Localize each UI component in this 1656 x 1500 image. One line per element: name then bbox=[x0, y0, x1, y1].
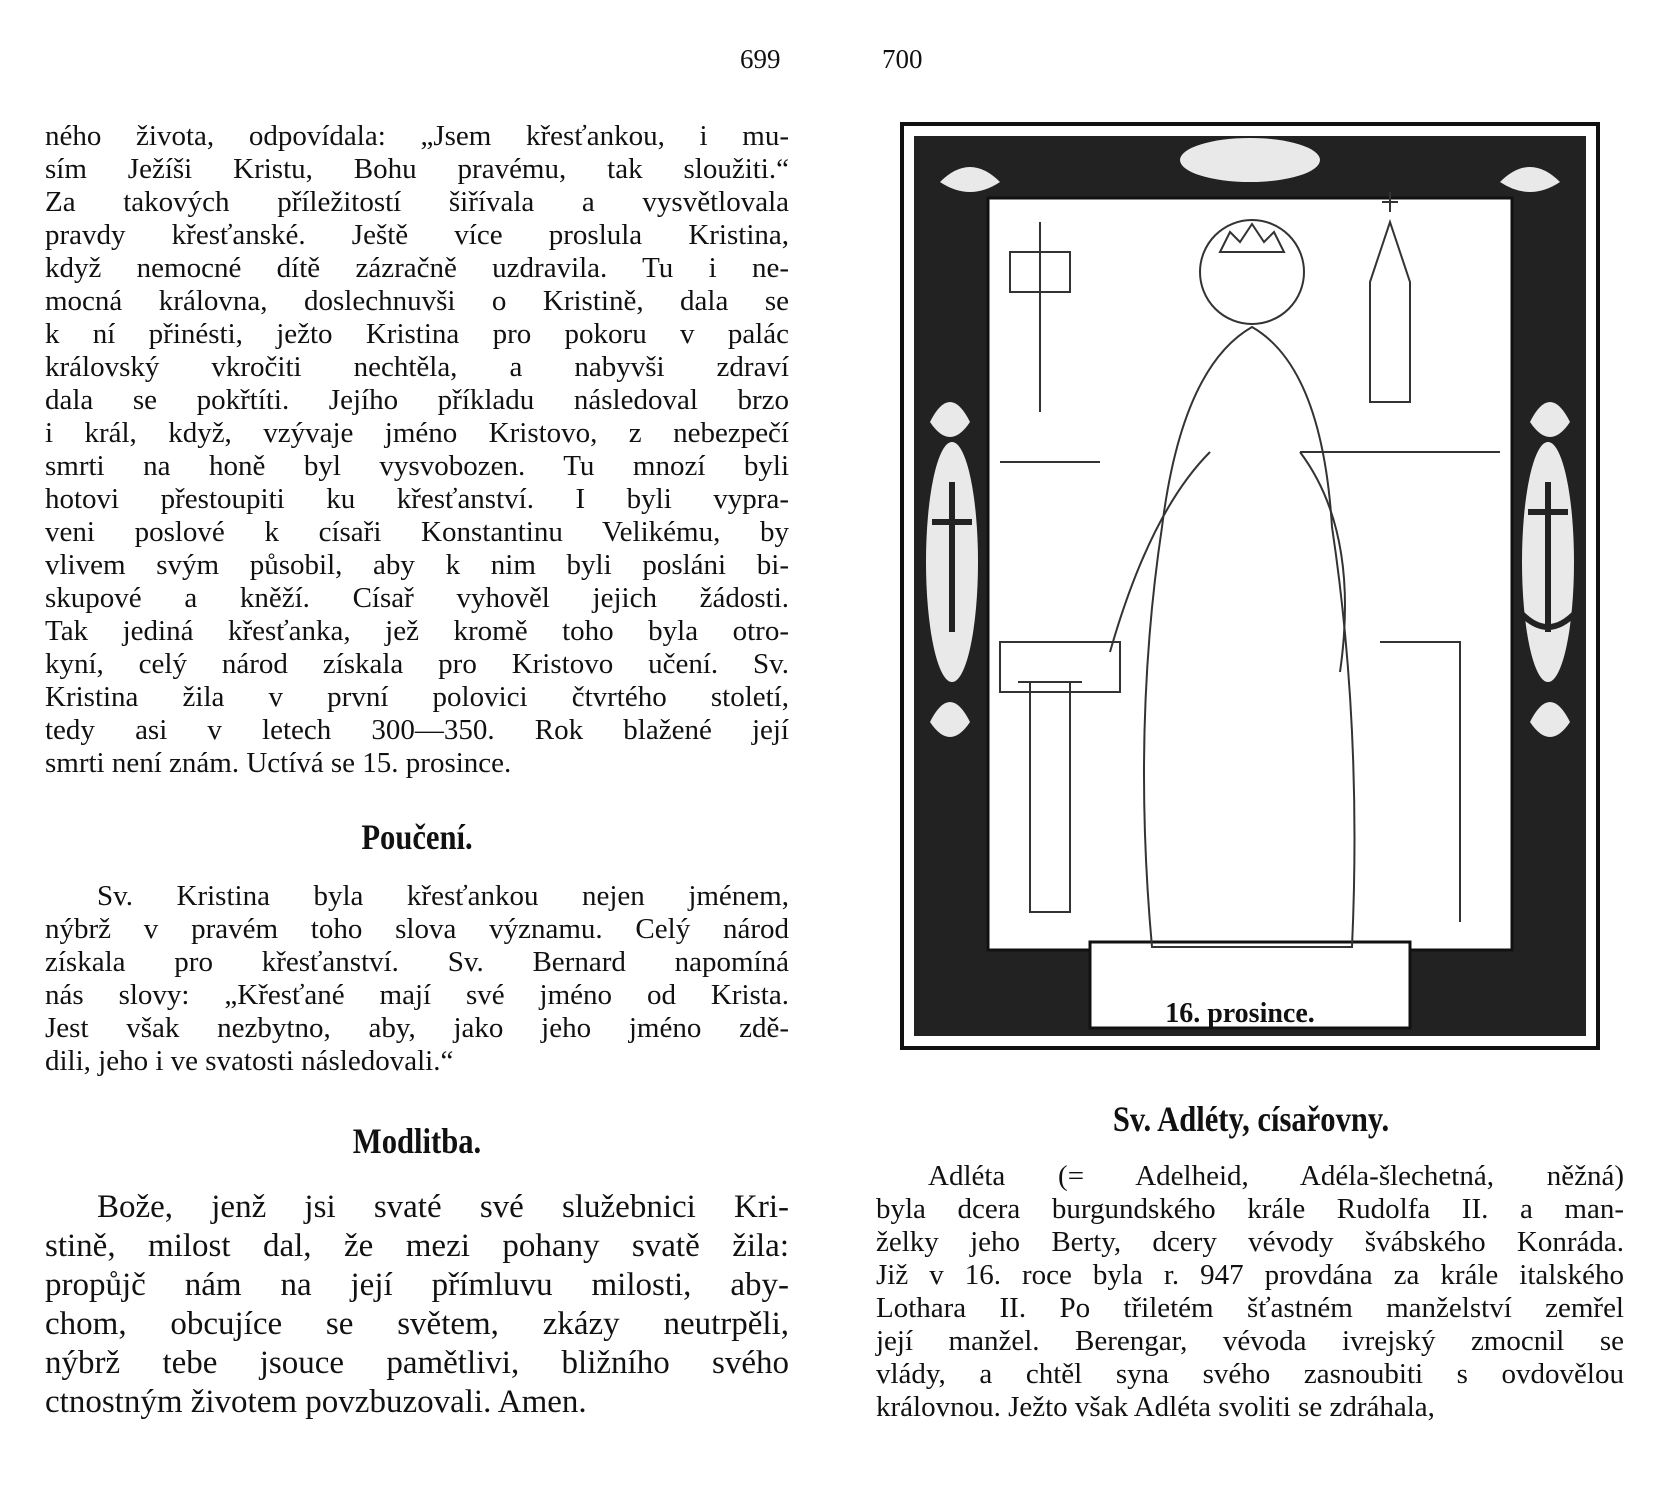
text-line: královnou. Ježto však Adléta svoliti se zdráhala, bbox=[876, 1391, 1435, 1423]
text-line: ctnostným životem povzbuzovali. Amen. bbox=[45, 1384, 587, 1420]
text-line: sím Ježíši Kristu, Bohu pravému, tak sloužiti.“ bbox=[45, 153, 789, 185]
text-line: Kristina žila v první polovici čtvrtého století, bbox=[45, 681, 789, 713]
text-line: smrti na honě byl vysvobozen. Tu mnozí byli bbox=[45, 450, 789, 482]
text-line: Za takových příležitostí šiřívala a vysvětlovala bbox=[45, 186, 789, 218]
text-line: skupové a kněží. Císař vyhověl jejich žádosti. bbox=[45, 582, 789, 614]
text-line: mocná královna, doslechnuvši o Kristině, dala se bbox=[45, 285, 789, 317]
text-line: i král, když, vzývaje jméno Kristovo, z nebezpečí bbox=[45, 417, 789, 449]
text-line: Lothara II. Po třiletém šťastném manželství zemřel bbox=[876, 1292, 1624, 1324]
text-line: Již v 16. roce byla r. 947 provdána za krále italského bbox=[876, 1259, 1624, 1291]
text-line: nýbrž v pravém toho slova významu. Celý národ bbox=[45, 913, 789, 945]
text-line: nás slovy: „Křesťané mají své jméno od Krista. bbox=[45, 979, 789, 1011]
text-line: dala se pokřtíti. Jejího příkladu následoval brzo bbox=[45, 384, 789, 416]
text-line: pravdy křesťanské. Ještě více proslula Kristina, bbox=[45, 219, 789, 251]
text-line: když nemocné dítě zázračně uzdravila. Tu i ne- bbox=[45, 252, 789, 284]
text-line: Bože, jenž jsi svaté své služebnici Kri- bbox=[97, 1189, 789, 1225]
text-line: veni poslové k císaři Konstantinu Velikému, by bbox=[45, 516, 789, 548]
prayer-heading: Modlitba. bbox=[352, 1121, 482, 1161]
article-body bbox=[876, 1160, 1624, 1424]
article-title: Sv. Adléty, císařovny. bbox=[1112, 1099, 1390, 1139]
text-line: královský vkročiti nechtěla, a nabyvši zdraví bbox=[45, 351, 789, 383]
text-line: tedy asi v letech 300—350. Rok blažené její bbox=[45, 714, 789, 746]
illustration-caption: 16. prosince. bbox=[1165, 998, 1315, 1029]
text-line: propůjč nám na její přímluvu milosti, aby- bbox=[45, 1267, 789, 1303]
text-line: byla dcera burgundského krále Rudolfa II. a man- bbox=[876, 1193, 1624, 1225]
text-line: její manžel. Berengar, vévoda ivrejský zmocnil se bbox=[876, 1325, 1624, 1357]
text-line: k ní přinésti, ježto Kristina pro pokoru v palác bbox=[45, 318, 789, 350]
text-line: kyní, celý národ získala pro Kristovo učení. Sv. bbox=[45, 648, 789, 680]
text-line: nýbrž tebe jsouce pamětlivi, bližního svého bbox=[45, 1345, 789, 1381]
text-line: vlády, a chtěl syna svého zasnoubiti s ovdovělou bbox=[876, 1358, 1624, 1390]
text-line: Tak jediná křesťanka, jež kromě toho byla otro- bbox=[45, 615, 789, 647]
text-line: stině, milost dal, že mezi pohany svatě žila: bbox=[45, 1228, 789, 1264]
page-number-left: 699 bbox=[740, 44, 781, 74]
text-line: Sv. Kristina byla křesťankou nejen jménem, bbox=[97, 880, 789, 912]
text-line: želky jeho Berty, dcery vévody švábského Konráda. bbox=[876, 1226, 1624, 1258]
text-line: smrti není znám. Uctívá se 15. prosince. bbox=[45, 747, 512, 779]
page-number-right: 700 bbox=[882, 44, 923, 74]
saint-illustration bbox=[900, 122, 1600, 1050]
text-line: dili, jeho i ve svatosti následovali.“ bbox=[45, 1045, 454, 1077]
lesson-heading: Poučení. bbox=[361, 817, 473, 857]
text-line: ného života, odpovídala: „Jsem křesťankou, i mu- bbox=[45, 120, 789, 152]
text-line: Adléta (= Adelheid, Adéla-šlechetná, něžná) bbox=[928, 1160, 1624, 1192]
text-line: vlivem svým působil, aby k nim byli posláni bi- bbox=[45, 549, 789, 581]
text-line: hotovi přestoupiti ku křesťanství. I byli vypra- bbox=[45, 483, 789, 515]
text-line: chom, obcujíce se světem, zkázy neutrpěli, bbox=[45, 1306, 789, 1342]
text-line: získala pro křesťanství. Sv. Bernard napomíná bbox=[45, 946, 789, 978]
intro-paragraph bbox=[45, 120, 789, 780]
lesson-paragraph bbox=[45, 880, 789, 1078]
prayer-paragraph bbox=[45, 1188, 789, 1422]
text-line: Jest však nezbytno, aby, jako jeho jméno zdě- bbox=[45, 1012, 789, 1044]
